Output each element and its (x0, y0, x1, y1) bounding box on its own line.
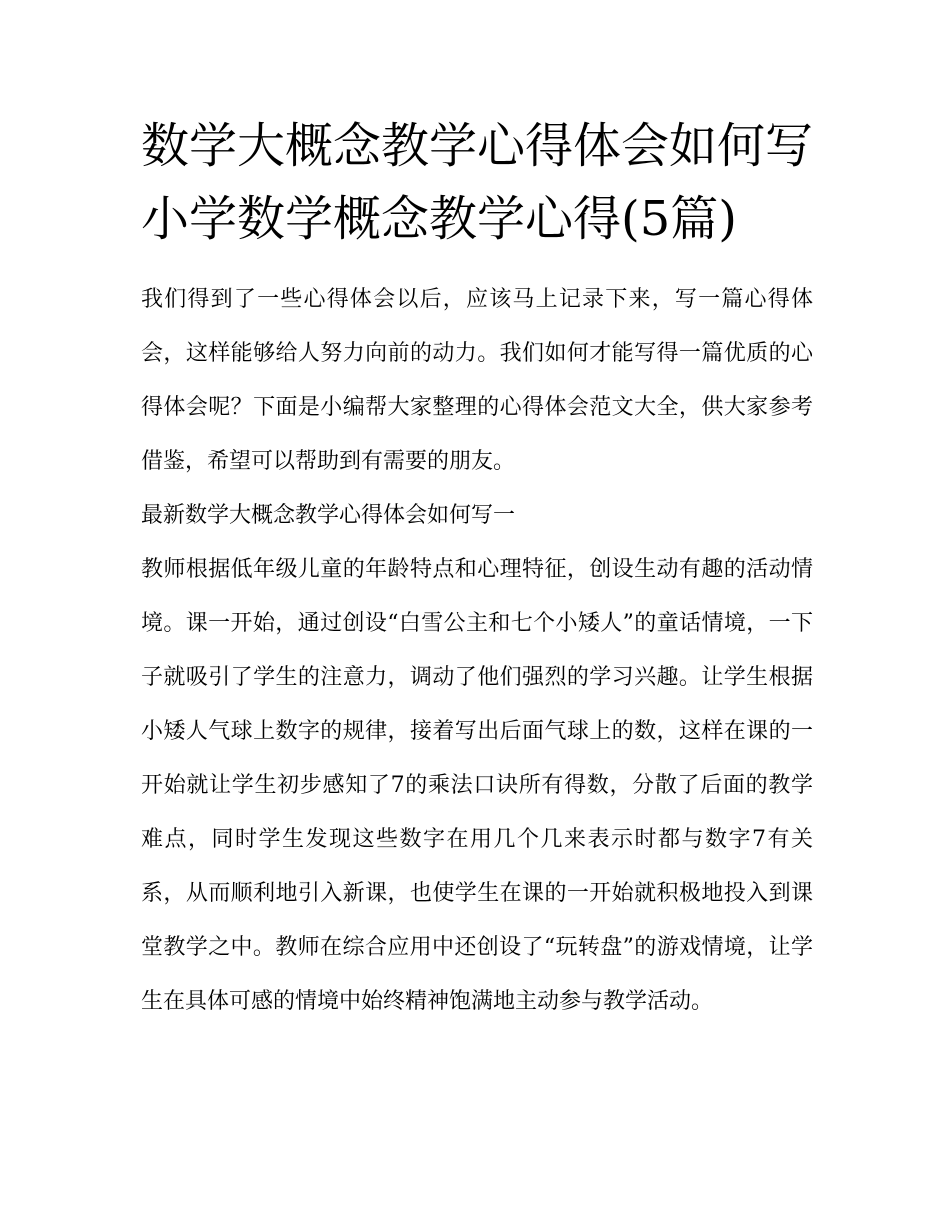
document-page (141, 110, 813, 1029)
document-title: 数学大概念教学心得体会如何写 小学数学概念教学心得(5篇) (141, 118, 814, 247)
body-paragraph: 教师根据低年级儿童的年龄特点和心理特征，创设生动有趣的活动情境。课一开始，通过创设“白雪公主和七个小矮人”的童话情境，一下子就吸引了学生的注意力，调动了他们强烈的学习兴趣。让学生根据小矮人气球上数字的规律，接着写出后面气球上的数，这样在课的一开始就让学生初步感知了7的乘法口诀所有得数，分散了后面的教学难点，同时学生发现这些数字在用几个几来表示时都与数字7有关系，从而顺利地引入新课，也使学生在课的一开始就积极地投入到课堂教学之中。教师在综合应用中还创设了“玩转盘”的游戏情境，让学生在具体可感的情境中始终精神饱满地主动参与教学活动。 (141, 557, 813, 1014)
intro-paragraph: 我们得到了一些心得体会以后，应该马上记录下来，写一篇心得体会，这样能够给人努力向前的动力。我们如何才能写得一篇优质的心得体会呢？下面是小编帮大家整理的心得体会范文大全，供大家参考借鉴，希望可以帮助到有需要的朋友。 (141, 287, 813, 474)
section-heading: 最新数学大概念教学心得体会如何写一 (141, 503, 516, 528)
